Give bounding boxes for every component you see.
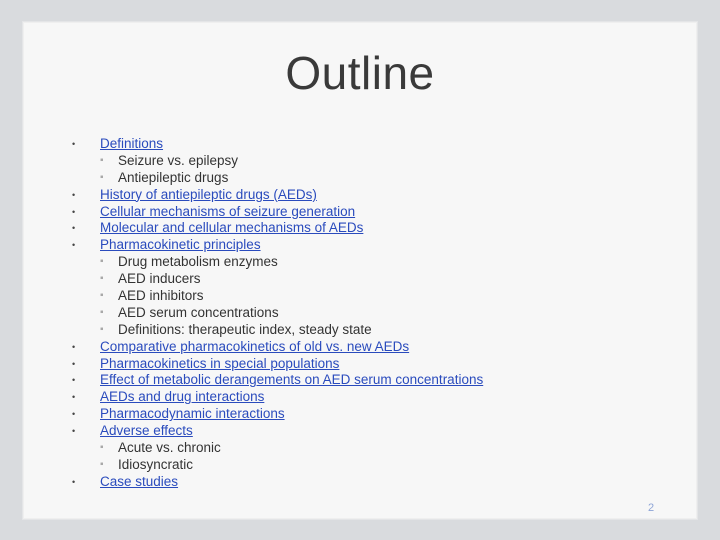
- bullet-icon: ▪: [100, 290, 104, 302]
- outline-link[interactable]: Pharmacodynamic interactions: [100, 406, 285, 422]
- bullet-icon: •: [72, 476, 76, 487]
- outline-subitem: [60, 271, 660, 288]
- outline-subitem: [60, 153, 660, 170]
- outline-link[interactable]: Effect of metabolic derangements on AED serum concentrations: [100, 372, 484, 388]
- outline-subitem-text: Antiepileptic drugs: [118, 169, 229, 185]
- outline-item[interactable]: [60, 187, 660, 204]
- bullet-icon: •: [72, 189, 76, 200]
- outline-link[interactable]: Molecular and cellular mechanisms of AEDs: [100, 220, 364, 236]
- page-number: 2: [648, 502, 655, 514]
- outline-link[interactable]: Definitions: [100, 136, 164, 151]
- outline-item[interactable]: [60, 372, 660, 389]
- bullet-icon: •: [72, 358, 76, 369]
- outline-link[interactable]: Pharmacokinetic principles: [100, 237, 261, 253]
- bullet-icon: ▪: [100, 256, 104, 268]
- outline-subitem: [60, 305, 660, 322]
- outline-link[interactable]: Cellular mechanisms of seizure generation: [100, 203, 356, 219]
- bullet-icon: •: [72, 223, 76, 234]
- bullet-icon: •: [72, 341, 76, 352]
- outline-subitem-text: Drug metabolism enzymes: [118, 254, 278, 270]
- outline-item[interactable]: [60, 204, 660, 221]
- outline-subitem: [60, 288, 660, 305]
- outline-list: [60, 136, 660, 491]
- outline-subitem-text: Idiosyncratic: [118, 456, 194, 472]
- bullet-icon: •: [72, 139, 76, 149]
- outline-link[interactable]: Case studies: [100, 473, 179, 489]
- bullet-icon: ▪: [100, 154, 104, 166]
- outline-subitem-text: AED inducers: [118, 271, 201, 287]
- bullet-icon: ▪: [100, 306, 104, 318]
- bullet-icon: ▪: [100, 323, 104, 335]
- outline-subitem: [60, 254, 660, 271]
- outline-item[interactable]: [60, 220, 660, 237]
- outline-subitem-text: Seizure vs. epilepsy: [118, 152, 239, 168]
- bullet-icon: •: [72, 409, 76, 420]
- outline-item[interactable]: [60, 339, 660, 356]
- outline-item[interactable]: [60, 474, 660, 491]
- bullet-icon: ▪: [100, 273, 104, 285]
- bullet-icon: ▪: [100, 458, 104, 470]
- outline-subitem-text: Definitions: therapeutic index, steady state: [118, 321, 372, 337]
- outline-subitem-text: Acute vs. chronic: [118, 440, 221, 456]
- outline-subitem: [60, 170, 660, 187]
- outline-link[interactable]: Pharmacokinetics in special populations: [100, 355, 340, 371]
- outline-link[interactable]: AEDs and drug interactions: [100, 389, 265, 405]
- bullet-icon: •: [72, 392, 76, 403]
- outline-subitem: [60, 440, 660, 457]
- outline-subitem: [60, 322, 660, 339]
- outline-link[interactable]: Comparative pharmacokinetics of old vs. new AEDs: [100, 338, 410, 354]
- outline-link[interactable]: History of antiepileptic drugs (AEDs): [100, 186, 317, 202]
- bullet-icon: •: [72, 375, 76, 386]
- slide-title: Outline: [285, 47, 435, 99]
- bullet-icon: •: [72, 240, 76, 251]
- outline-item[interactable]: [60, 237, 660, 254]
- outline-item[interactable]: [60, 389, 660, 406]
- outline-item[interactable]: [60, 136, 660, 153]
- outline-subitem-text: AED inhibitors: [118, 288, 204, 304]
- bullet-icon: ▪: [100, 442, 104, 454]
- outline-item[interactable]: [60, 406, 660, 423]
- outline-subitem-text: AED serum concentrations: [118, 304, 279, 320]
- outline-link[interactable]: Adverse effects: [100, 423, 193, 439]
- bullet-icon: •: [72, 206, 76, 217]
- outline-subitem: [60, 457, 660, 474]
- outline-item[interactable]: [60, 356, 660, 373]
- bullet-icon: •: [72, 426, 76, 437]
- bullet-icon: ▪: [100, 171, 104, 183]
- outline-item[interactable]: [60, 423, 660, 440]
